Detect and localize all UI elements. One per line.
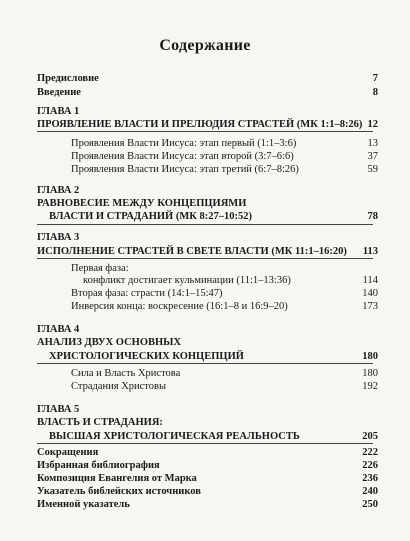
toc-page: Содержание Предисловие 7 Введение 8 ГЛАВА 1 ПРОЯВЛЕНИЕ ВЛАСТИ И ПРЕЛЮДИЯ СТРАСТЕЙ (МК 1:1–8:26) 12 Проявления Власти Иисуса: этап первый (1:1–3:6) 13 Проявления Власти Иисуса: этап второй (3:7–6:6) 37 Проявления Власти Иисуса: этап третий (6:7–8:26) 59 ГЛАВА 2 РАВНОВЕСИЕ МЕЖДУ КОНЦЕПЦИЯМИ ВЛАСТИ И СТРАДАНИЙ (МК 8:27–10:52) 78 ГЛАВА 3 ИСПОЛНЕНИЕ СТРАСТЕЙ В СВЕТЕ ВЛАСТИ (МК 11:1–16:20) 113 Первая фаза: конфликт достигает кульминации (11:1–13:36) 114 Вторая фаза: страсти (14:1–15:47) 140 Инверсия конца: воскресение (16:1–8 и 16:9–20) 173 ГЛАВА 4 АНАЛИЗ ДВУХ ОСНОВНЫХ ХРИСТОЛОГИЧЕСКИХ КОНЦЕПЦИЙ 180 Сила и Власть Христова 180 Страдания Христовы 192 ГЛАВА 5 ВЛАСТЬ И СТРАДАНИЯ: ВЫСШАЯ ХРИСТОЛОГИЧЕСКАЯ РЕАЛЬНОСТЬ 205 Сокращения 222 Избранная библиография 226 Композиция Евангелия от Марка 236 Указатель библейских источников 240 Именной указатель 250 <box>0 0 410 541</box>
chapter-rule-1 <box>37 131 373 132</box>
page-title: Содержание <box>159 37 251 54</box>
chapter-rule-5 <box>37 443 373 444</box>
chapter-rule-2 <box>37 224 373 225</box>
chapter-rule-3 <box>37 258 373 259</box>
chapter-rule-4 <box>37 363 373 364</box>
